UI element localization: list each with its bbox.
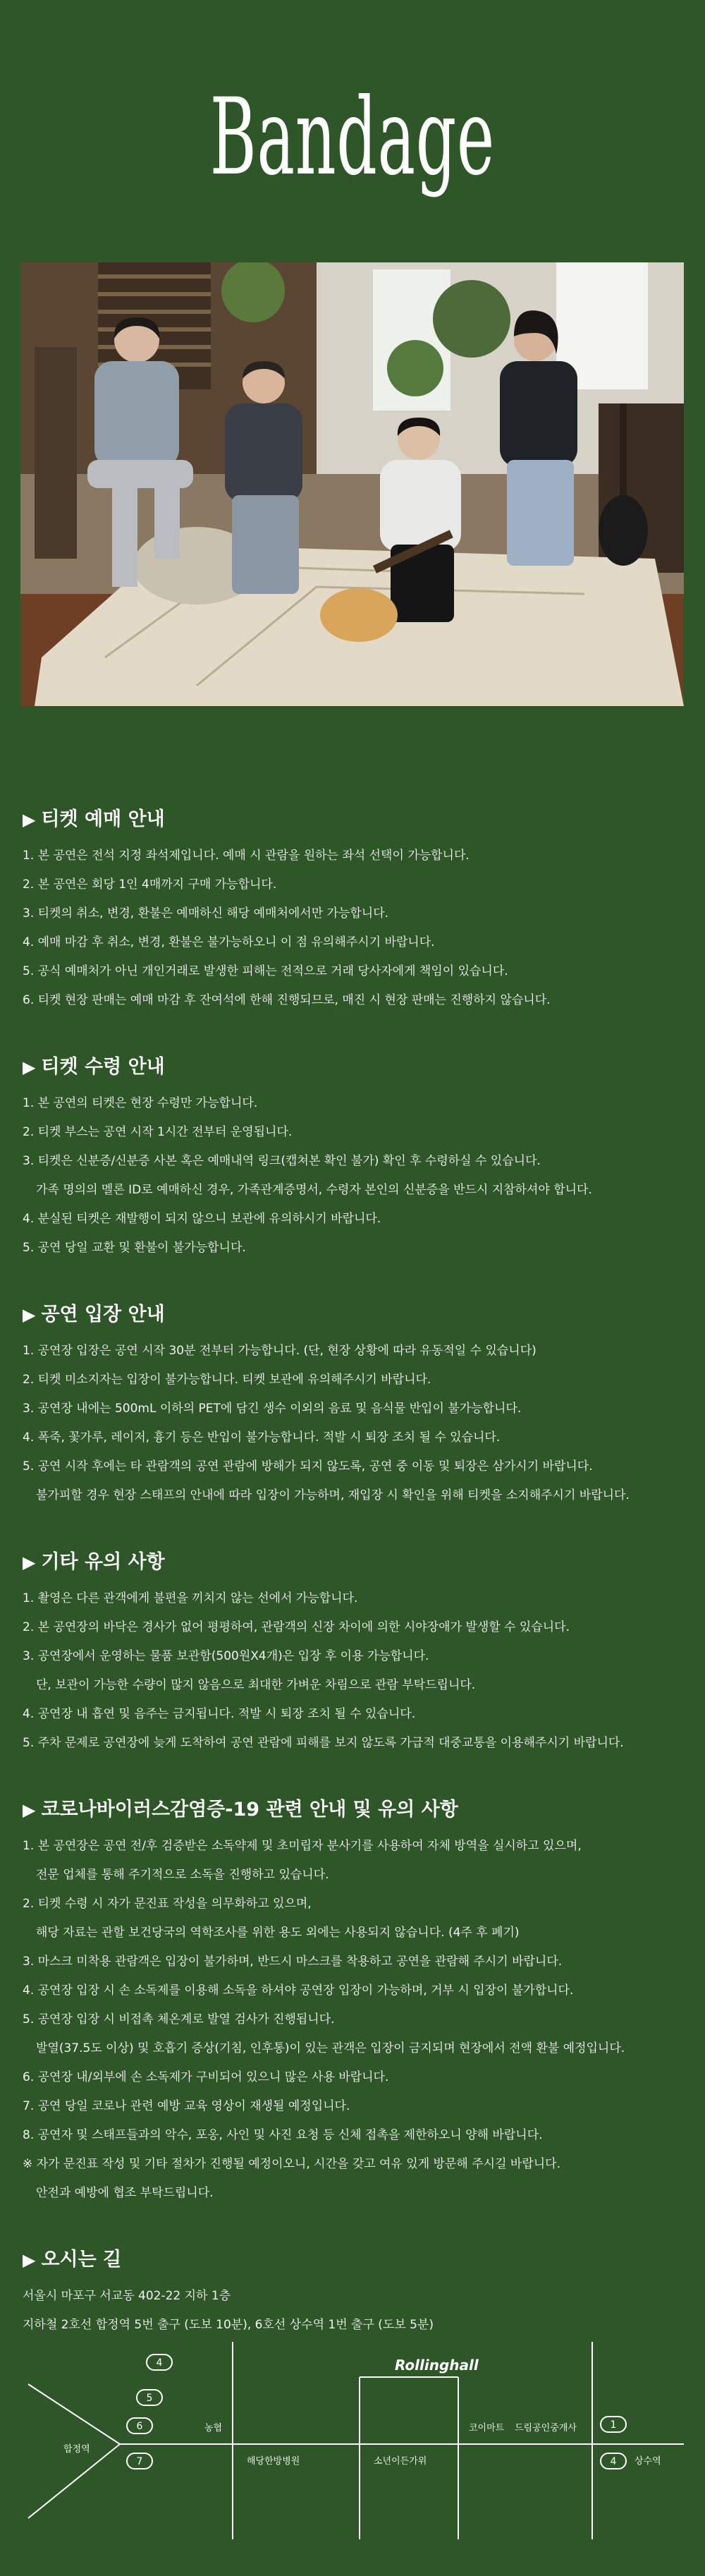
map-svg (21, 2314, 684, 2539)
logo-text: Bandage (209, 76, 496, 199)
info-line: 5. 공연 시작 후에는 타 관람객의 공연 관람에 방해가 되지 않도록, 공연 중 이동 및 퇴장은 삼가시기 바랍니다. (23, 1459, 593, 1474)
info-line: ※ 자가 문진표 작성 및 기타 절차가 진행될 예정이오니, 시간을 갖고 여유 있게 방문해 주시길 바랍니다. (23, 2157, 560, 2171)
info-line: 2. 본 공연장의 바닥은 경사가 없어 평평하여, 관람객의 신장 차이에 의한 시야장애가 발생할 수 있습니다. (23, 1620, 570, 1634)
info-line: 2. 티켓 부스는 공연 시작 1시간 전부터 운영됩니다. (23, 1125, 293, 1139)
station-hapjeong-label: 합정역 (63, 2444, 90, 2455)
info-line: 3. 공연장에서 운영하는 물품 보관함(500원X4개)은 입장 후 이용 가능합니다. (23, 1649, 429, 1663)
exit-number: 4 (156, 2357, 163, 2369)
info-line: 4. 폭죽, 꽃가루, 레이저, 흉기 등은 반입이 불가능합니다. 적발 시 퇴장 조치 될 수 있습니다. (23, 1430, 501, 1445)
info-sections (23, 808, 685, 2380)
shop-label: 소년이든가위 (374, 2456, 427, 2467)
band-photo (20, 262, 684, 706)
section-covid (23, 1798, 685, 2208)
triangle-right-icon: ▶ (23, 1305, 36, 1325)
info-line: 1. 공연장 입장은 공연 시작 30분 전부터 가능합니다. (단, 현장 상황에 따라 유동적일 수 있습니다) (23, 1344, 537, 1358)
info-line: 5. 공식 예매처가 아닌 개인거래로 발생한 피해는 전적으로 거래 당사자에게 책임이 있습니다. (23, 964, 508, 978)
section-title: 오시는 길 (41, 2249, 122, 2271)
info-line: 6. 티켓 현장 판매는 예매 마감 후 잔여석에 한해 진행되므로, 매진 시 현장 판매는 진행하지 않습니다. (23, 993, 551, 1007)
info-line: 7. 공연 당일 코로나 관련 예방 교육 영상이 재생될 예정입니다. (23, 2099, 350, 2113)
exit-number: 6 (136, 2421, 143, 2432)
exit-number: 5 (146, 2393, 153, 2404)
bandage-logo (0, 42, 705, 233)
info-line: 3. 티켓은 신분증/신분증 사본 혹은 예매내역 링크(캡쳐본 확인 불가) 확인 후 수령하실 수 있습니다. (23, 1154, 541, 1168)
info-line: 4. 분실된 티켓은 재발행이 되지 않으니 보관에 유의하시기 바랍니다. (23, 1212, 381, 1226)
section-entry (23, 1303, 685, 1510)
triangle-right-icon: ▶ (23, 1553, 36, 1572)
info-line: 발열(37.5도 이상) 및 호흡기 증상(기침, 인후통)이 있는 관객은 입장이 금지되며 현장에서 전액 환불 예정입니다. (36, 2041, 625, 2055)
exit-number: 4 (610, 2456, 617, 2467)
info-line: 안전과 예방에 협조 부탁드립니다. (36, 2186, 214, 2200)
section-title: 티켓 수령 안내 (41, 1056, 165, 1078)
directions-map (21, 2314, 684, 2539)
info-line: 2. 본 공연은 회당 1인 4매까지 구매 가능합니다. (23, 877, 277, 892)
info-line: 4. 예매 마감 후 취소, 변경, 환불은 불가능하오니 이 점 유의해주시기 바랍니다. (23, 935, 435, 949)
section-title: 기타 유의 사항 (41, 1551, 165, 1573)
coimart-label: 코이마트 (469, 2423, 505, 2434)
info-line: 전문 업체를 통해 주기적으로 소독을 진행하고 있습니다. (36, 1868, 329, 1882)
hospital-label: 해당한방병원 (247, 2456, 300, 2467)
triangle-right-icon: ▶ (23, 1057, 36, 1077)
info-line: 4. 공연장 내 흡연 및 음주는 금지됩니다. 적발 시 퇴장 조치 될 수 있습니다. (23, 1707, 416, 1721)
info-line: 8. 공연자 및 스태프들과의 악수, 포옹, 사인 및 사진 요청 등 신체 접촉을 제한하오니 양해 바랍니다. (23, 2128, 543, 2142)
section-other-notes (23, 1550, 685, 1758)
exit-number: 7 (136, 2456, 143, 2467)
info-line: 불가피할 경우 현장 스태프의 안내에 따라 입장이 가능하며, 재입장 시 확인을 위해 티켓을 소지해주시기 바랍니다. (36, 1488, 630, 1502)
info-line: 3. 공연장 내에는 500mL 이하의 PET에 담긴 생수 이외의 음료 및 음식물 반입이 불가능합니다. (23, 1402, 522, 1416)
info-line: 4. 공연장 입장 시 손 소독제를 이용해 소독을 하셔야 공연장 입장이 가능하며, 거부 시 입장이 불가합니다. (23, 1983, 574, 1998)
info-line: 6. 공연장 내/외부에 손 소독제가 구비되어 있으니 많은 사용 바랍니다. (23, 2070, 389, 2084)
subway-line: 지하철 2호선 합정역 5번 출구 (도보 10분), 6호선 상수역 1번 출구 (도보 5분) (23, 2318, 434, 2332)
info-line: 5. 공연장 입장 시 비접촉 체온계로 발열 검사가 진행됩니다. (23, 2012, 335, 2027)
section-title: 코로나바이러스감염증-19 관련 안내 및 유의 사항 (41, 1799, 458, 1821)
info-line: 2. 티켓 미소지자는 입장이 불가능합니다. 티켓 보관에 유의해주시기 바랍니다. (23, 1373, 431, 1387)
info-line: 3. 마스크 미착용 관람객은 입장이 불가하며, 반드시 마스크를 착용하고 공연을 관람해 주시기 바랍니다. (23, 1955, 563, 1969)
triangle-right-icon: ▶ (23, 1800, 36, 1820)
info-line: 3. 티켓의 취소, 변경, 환불은 예매하신 해당 예매처에서만 가능합니다. (23, 906, 389, 921)
info-line: 5. 주차 문제로 공연장에 늦게 도착하여 공연 관람에 피해를 보지 않도록 가급적 대중교통을 이용해주시기 바랍니다. (23, 1736, 624, 1750)
nonghyup-label: 농협 (204, 2423, 223, 2434)
info-line: 1. 본 공연의 티켓은 현장 수령만 가능합니다. (23, 1096, 258, 1110)
triangle-right-icon: ▶ (23, 810, 36, 830)
info-line: 1. 촬영은 다른 관객에게 불편을 끼치지 않는 선에서 가능합니다. (23, 1591, 358, 1605)
section-title: 티켓 예매 안내 (41, 808, 165, 830)
section-title: 공연 입장 안내 (41, 1304, 165, 1325)
triangle-right-icon: ▶ (23, 2250, 36, 2270)
exit-number: 1 (610, 2419, 617, 2431)
address-line: 서울시 마포구 서교동 402-22 지하 1층 (23, 2289, 231, 2303)
info-line: 1. 본 공연장은 공연 전/후 검증받은 소독약제 및 초미립자 분사기를 사용하여 자체 방역을 실시하고 있으며, (23, 1839, 582, 1853)
band-photo-icon (20, 262, 684, 706)
info-line: 가족 명의의 멜론 ID로 예매하신 경우, 가족관계증명서, 수령자 본인의 신분증을 반드시 지참하셔야 합니다. (36, 1183, 592, 1197)
section-ticket-pickup (23, 1055, 685, 1263)
info-line: 5. 공연 당일 교환 및 환불이 불가능합니다. (23, 1241, 246, 1255)
realestate-label: 드림공인중개사 (515, 2423, 577, 2434)
station-sangsu-label: 상수역 (634, 2456, 661, 2467)
info-line: 해당 자료는 관할 보건당국의 역학조사를 위한 용도 외에는 사용되지 않습니다. (4주 후 폐기) (36, 1926, 520, 1940)
info-line: 1. 본 공연은 전석 지정 좌석제입니다. 예매 시 관람을 원하는 좌석 선택이 가능합니다. (23, 849, 470, 863)
section-ticket-booking (23, 808, 685, 1015)
info-line: 단, 보관이 가능한 수량이 많지 않음으로 최대한 가벼운 차림으로 관람 부탁드립니다. (36, 1678, 476, 1692)
info-line: 2. 티켓 수령 시 자가 문진표 작성을 의무화하고 있으며, (23, 1897, 312, 1911)
venue-label: Rollinghall (395, 2357, 479, 2374)
